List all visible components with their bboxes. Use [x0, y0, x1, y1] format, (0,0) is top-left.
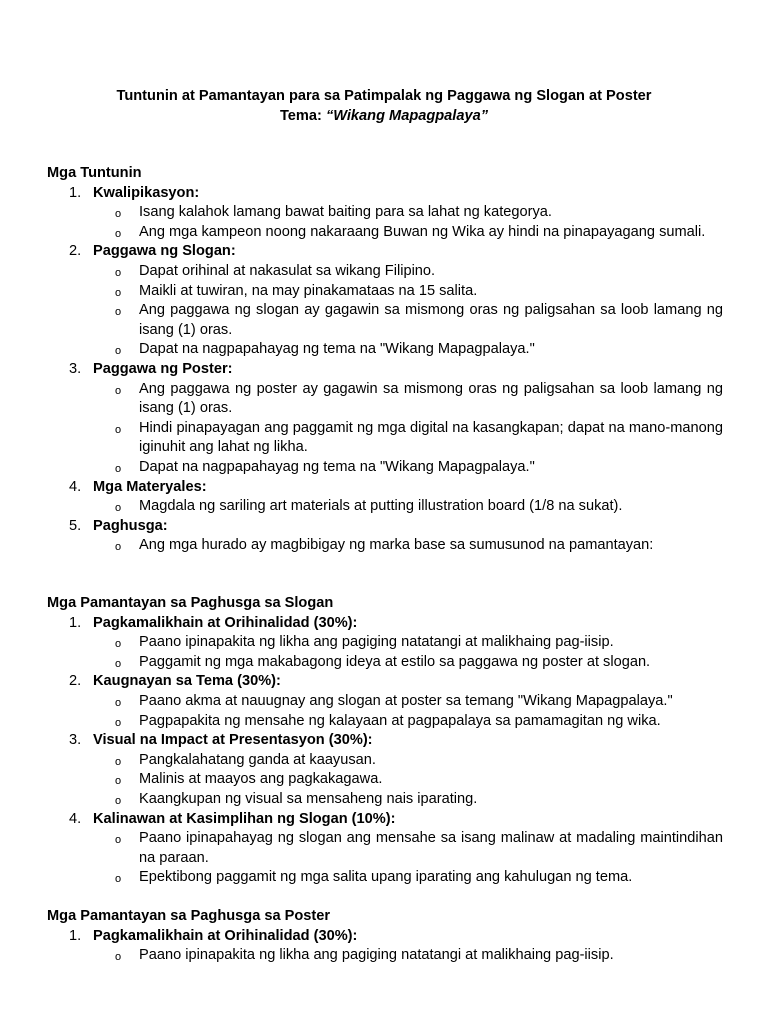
section-tuntunin — [47, 164, 723, 556]
list-item — [47, 672, 723, 731]
bullet-icon: o — [115, 286, 122, 299]
bullet-item — [93, 536, 723, 556]
bullet-text: Dapat orihinal at nakasulat sa wikang Filipino. — [139, 262, 436, 279]
bullet-list — [93, 751, 723, 810]
bullet-item — [93, 770, 723, 790]
bullet-text: Paano ipinapakita ng likha ang pagiging natatangi at malikhaing pag-iisip. — [139, 634, 614, 651]
bullet-item — [93, 829, 723, 868]
bullet-text: Isang kalahok lamang bawat baiting para sa lahat ng kategorya. — [139, 204, 552, 221]
item-title: Pagkamalikhain at Orihinalidad (30%): — [93, 927, 358, 944]
section-pamantayan-slogan — [47, 594, 723, 888]
bullet-item — [93, 340, 723, 360]
bullet-icon: o — [115, 541, 122, 554]
item-number: 2. — [69, 673, 82, 690]
list-item — [47, 184, 723, 243]
list-item — [47, 478, 723, 517]
bullet-list — [93, 497, 723, 517]
item-number: 4. — [69, 478, 82, 495]
bullet-item — [93, 380, 723, 419]
document-title — [0, 87, 768, 126]
bullet-item — [93, 262, 723, 282]
bullet-text: Magdala ng sariling art materials at putting illustration board (1/8 na sukat). — [139, 498, 623, 515]
list-item — [47, 242, 723, 360]
theme-line — [0, 107, 768, 127]
bullet-icon: o — [115, 716, 122, 729]
item-title: Visual na Impact at Presentasyon (30%): — [93, 732, 373, 749]
item-title: Kalinawan at Kasimplihan ng Slogan (10%): — [93, 810, 396, 827]
bullet-text: Paano ipinapahayag ng slogan ang mensahe sa isang malinaw at madaling maintindihan na paraan. — [139, 830, 723, 866]
bullet-icon: o — [115, 696, 122, 709]
bullet-item — [93, 946, 723, 966]
bullet-text: Ang mga kampeon noong nakaraang Buwan ng Wika ay hindi na pinapayagang sumali. — [139, 223, 706, 240]
bullet-text: Ang paggawa ng slogan ay gagawin sa mismong oras ng paligsahan sa loob lamang ng isang (1) oras. — [139, 302, 723, 338]
item-title: Kwalipikasyon: — [93, 184, 200, 201]
bullet-item — [93, 712, 723, 732]
bullet-text: Hindi pinapayagan ang paggamit ng mga digital na kasangkapan; dapat na mano-manong iginuhit ang lahat ng likha. — [139, 419, 723, 456]
bullet-text: Ang mga hurado ay magbibigay ng marka base sa sumusunod na pamantayan: — [139, 537, 654, 554]
bullet-icon: o — [115, 755, 122, 768]
item-title: Paghusga: — [93, 517, 168, 534]
item-title: Pagkamalikhain at Orihinalidad (30%): — [93, 614, 358, 631]
bullet-list — [93, 829, 723, 888]
item-title: Mga Materyales: — [93, 478, 207, 495]
bullet-icon: o — [115, 306, 122, 319]
bullet-list — [93, 203, 723, 242]
bullet-item — [93, 301, 723, 340]
list-item — [47, 517, 723, 556]
bullet-text: Paano akma at nauugnay ang slogan at poster sa temang "Wikang Mapagpalaya." — [139, 692, 673, 709]
bullet-text: Maikli at tuwiran, na may pinakamataas na 15 salita. — [139, 282, 478, 299]
bullet-icon: o — [115, 227, 122, 240]
item-number: 1. — [69, 184, 82, 201]
bullet-icon: o — [115, 951, 122, 964]
bullet-text: Paano ipinapakita ng likha ang pagiging natatangi at malikhaing pag-iisip. — [139, 947, 614, 964]
bullet-icon: o — [115, 384, 122, 397]
bullet-item — [93, 458, 723, 478]
bullet-list — [93, 262, 723, 360]
item-title: Paggawa ng Slogan: — [93, 243, 236, 260]
bullet-item — [93, 868, 723, 888]
item-number: 5. — [69, 517, 82, 534]
bullet-icon: o — [115, 794, 122, 807]
section-pamantayan-poster — [47, 907, 723, 966]
bullet-list — [93, 692, 723, 731]
bullet-text: Malinis at maayos ang pagkakagawa. — [139, 771, 383, 788]
bullet-icon: o — [115, 423, 122, 436]
bullet-item — [93, 282, 723, 302]
numbered-list — [47, 927, 723, 966]
bullet-text: Pangkalahatang ganda at kaayusan. — [139, 751, 376, 768]
list-item — [47, 614, 723, 673]
bullet-item — [93, 497, 723, 517]
item-title: Paggawa ng Poster: — [93, 360, 233, 377]
bullet-item — [93, 790, 723, 810]
bullet-text: Kaangkupan ng visual sa mensaheng nais iparating. — [139, 790, 478, 807]
theme-value: “Wikang Mapagpalaya” — [325, 107, 489, 124]
bullet-text: Ang paggawa ng poster ay gagawin sa mismong oras ng paligsahan sa loob lamang ng isang (1) oras. — [139, 380, 723, 417]
theme-label: Tema: — [279, 107, 326, 124]
numbered-list — [47, 184, 723, 556]
bullet-text: Paggamit ng mga makabagong ideya at estilo sa paggawa ng poster at slogan. — [139, 653, 651, 670]
bullet-icon: o — [115, 462, 122, 475]
bullet-icon: o — [115, 266, 122, 279]
section-heading: Mga Pamantayan sa Paghusga sa Slogan — [47, 595, 334, 611]
bullet-item — [93, 223, 723, 243]
bullet-list — [93, 633, 723, 672]
item-title: Kaugnayan sa Tema (30%): — [93, 673, 281, 690]
bullet-item — [93, 653, 723, 673]
section-heading: Mga Tuntunin — [47, 165, 142, 181]
list-item — [47, 731, 723, 809]
bullet-icon: o — [115, 502, 122, 515]
bullet-list — [93, 380, 723, 478]
bullet-text: Dapat na nagpapahayag ng tema na "Wikang Mapagpalaya." — [139, 341, 535, 358]
numbered-list — [47, 614, 723, 888]
list-item — [47, 360, 723, 478]
section-heading: Mga Pamantayan sa Paghusga sa Poster — [47, 908, 331, 924]
bullet-list — [93, 536, 723, 556]
bullet-item — [93, 419, 723, 458]
bullet-icon: o — [115, 657, 122, 670]
title-line: Tuntunin at Pamantayan para sa Patimpalak ng Paggawa ng Slogan at Poster — [116, 88, 652, 104]
list-item — [47, 927, 723, 966]
item-number: 1. — [69, 927, 82, 944]
bullet-icon: o — [115, 638, 122, 651]
bullet-icon: o — [115, 775, 122, 788]
item-number: 1. — [69, 614, 82, 631]
bullet-icon: o — [115, 345, 122, 358]
bullet-item — [93, 203, 723, 223]
bullet-item — [93, 751, 723, 771]
item-number: 3. — [69, 360, 82, 377]
bullet-icon: o — [115, 834, 122, 847]
item-number: 4. — [69, 810, 82, 827]
item-number: 3. — [69, 732, 82, 749]
bullet-item — [93, 633, 723, 653]
bullet-icon: o — [115, 873, 122, 886]
list-item — [47, 810, 723, 888]
bullet-list — [93, 946, 723, 966]
bullet-item — [93, 692, 723, 712]
item-number: 2. — [69, 243, 82, 260]
bullet-icon: o — [115, 208, 122, 221]
bullet-text: Pagpapakita ng mensahe ng kalayaan at pagpapalaya sa pamamagitan ng wika. — [139, 712, 661, 729]
bullet-text: Dapat na nagpapahayag ng tema na "Wikang Mapagpalaya." — [139, 458, 535, 475]
bullet-text: Epektibong paggamit ng mga salita upang iparating ang kahulugan ng tema. — [139, 869, 633, 886]
